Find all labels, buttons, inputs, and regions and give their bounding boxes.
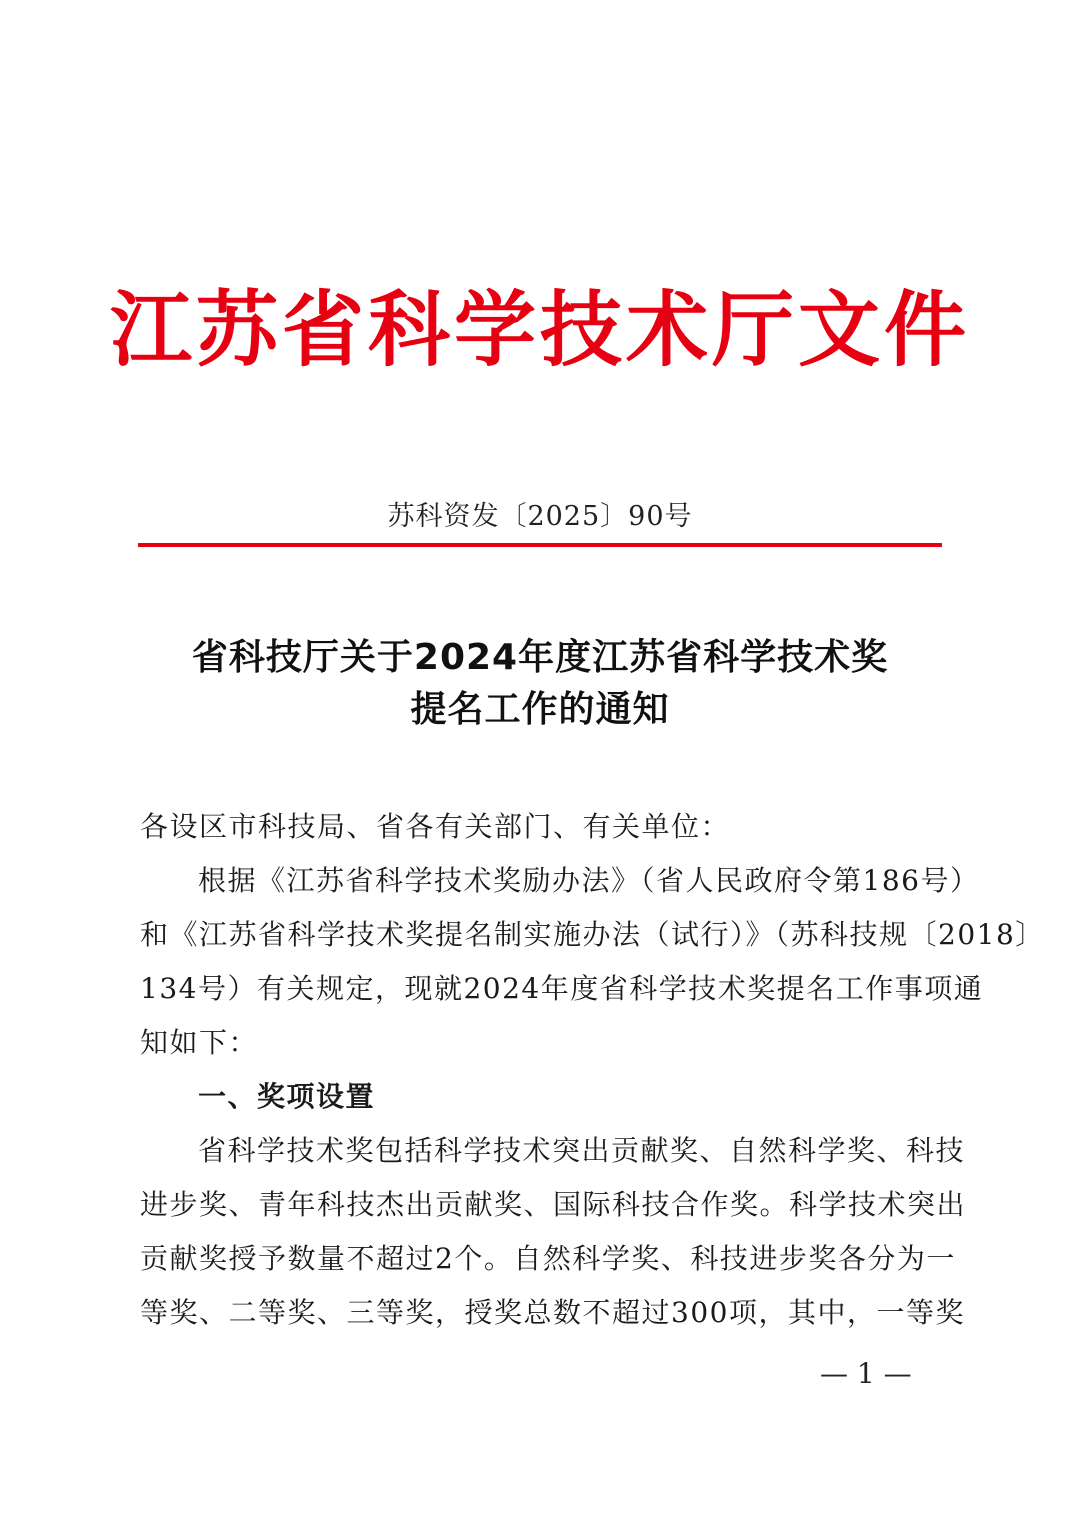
red-divider-line bbox=[138, 543, 942, 547]
red-letterhead-title: 江苏省科学技术厅文件 bbox=[109, 283, 970, 378]
intro-line-2: 和《江苏省科学技术奖提名制实施办法（试行）》（苏科技规〔2018〕 bbox=[140, 918, 1045, 951]
section-1-line-2: 进步奖、青年科技杰出贡献奖、国际科技合作奖。科学技术突出 bbox=[140, 1188, 967, 1221]
intro-line-4: 知如下： bbox=[140, 1026, 259, 1059]
document-number: 苏科资发〔2025〕90号 bbox=[387, 501, 693, 532]
notice-title-line-2: 提名工作的通知 bbox=[410, 689, 670, 730]
intro-line-1: 根据《江苏省科学技术奖励办法》（省人民政府令第186号） bbox=[198, 864, 980, 897]
addressee-line: 各设区市科技局、省各有关部门、有关单位： bbox=[140, 810, 731, 843]
notice-title-line-1: 省科技厅关于2024年度江苏省科学技术奖 bbox=[191, 637, 889, 678]
section-1-line-3: 贡献奖授予数量不超过2个。自然科学奖、科技进步奖各分为一 bbox=[140, 1242, 956, 1275]
intro-line-3: 134号）有关规定，现就2024年度省科学技术奖提名工作事项通 bbox=[140, 972, 984, 1005]
notice-body bbox=[140, 800, 1045, 1340]
section-1-line-4: 等奖、二等奖、三等奖，授奖总数不超过300项，其中，一等奖 bbox=[140, 1296, 965, 1329]
section-1-heading: 一、奖项设置 bbox=[198, 1080, 376, 1113]
section-1-line-1: 省科学技术奖包括科学技术突出贡献奖、自然科学奖、科技 bbox=[198, 1134, 966, 1167]
page-number: — 1 — bbox=[820, 1357, 912, 1390]
notice-title bbox=[0, 632, 1080, 736]
